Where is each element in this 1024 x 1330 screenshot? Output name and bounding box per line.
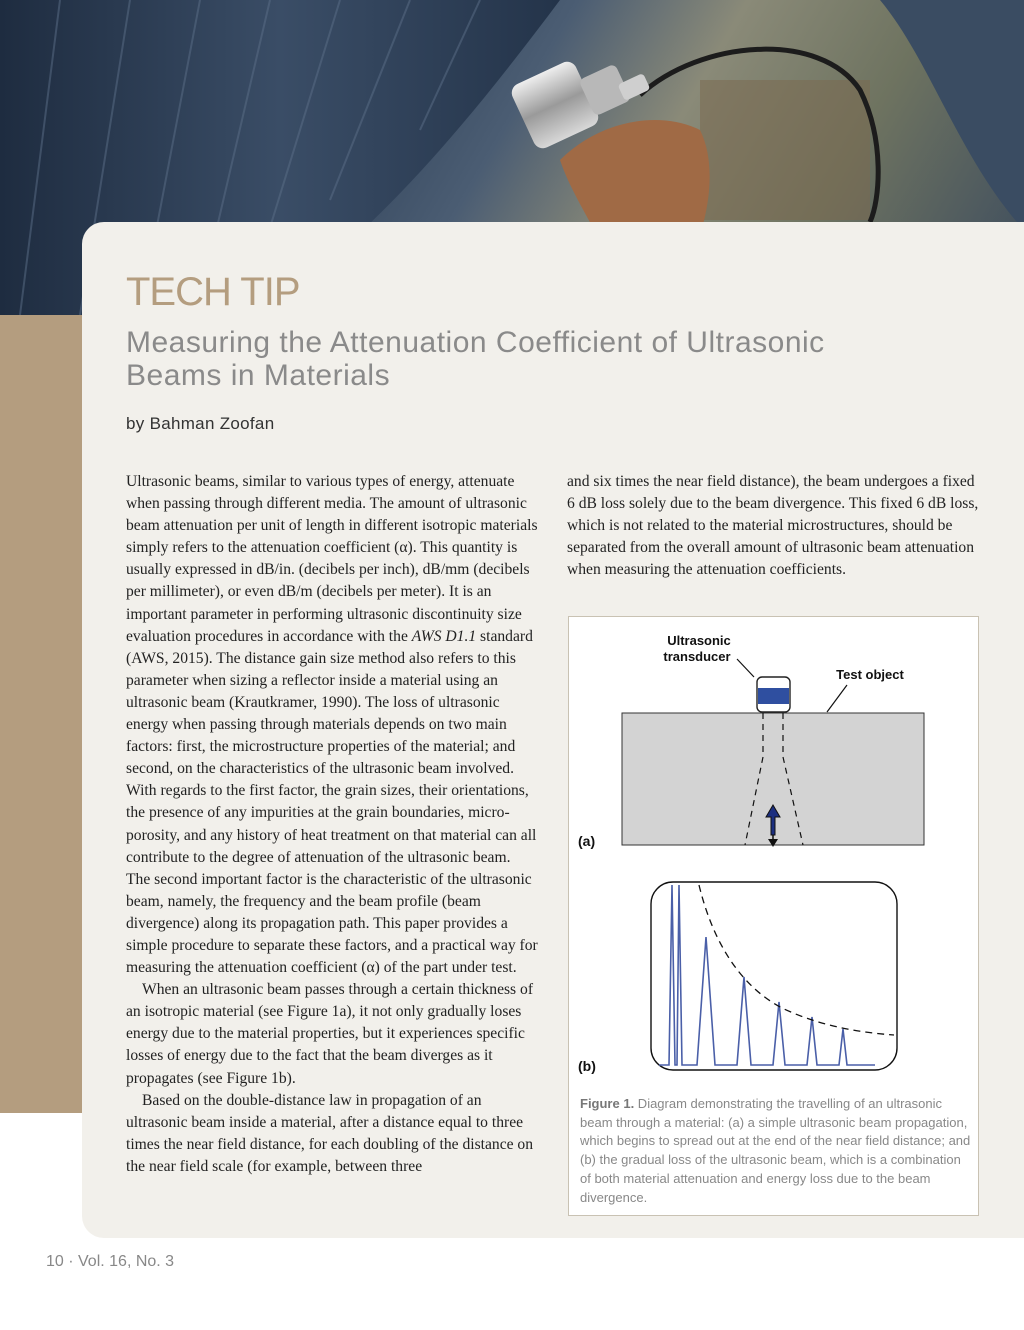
transducer-leader-line: [737, 659, 754, 677]
paragraph-1: [126, 471, 538, 979]
test-object-leader-line: [827, 685, 847, 712]
figure-1-diagram: [569, 617, 978, 1087]
caption-label: Figure 1.: [580, 1096, 635, 1111]
label-part-b: (b): [578, 1058, 596, 1074]
caption-text: Diagram demonstrating the travelling of an ultrasonic beam through a material: (a) a simple ultrasonic beam propagation, which begins to spread out at the end of the near field distance; and (b) the gradual loss of the ultrasonic beam, which is a combination of both material attenuation and energy loss due to the beam divergence.: [580, 1096, 971, 1205]
section-kicker: TECH TIP: [126, 270, 300, 314]
left-accent-band: [0, 315, 82, 1113]
figure-caption: [580, 1095, 972, 1207]
label-part-a: (a): [578, 833, 596, 849]
byline: by Bahman Zoofan: [126, 414, 275, 433]
transducer-element: [758, 688, 789, 704]
paragraph-4: and six times the near field distance), the beam undergoes a fixed 6 dB loss solely due to the beam divergence. This fixed 6 dB loss, which is not related to the material microstructures, should be separated from the overall amount of ultrasonic beam attenuation when measuring the attenuation coefficients.: [567, 473, 979, 579]
paragraph-3: Based on the double-distance law in propagation of an ultrasonic beam inside a material, after a distance equal to three times the near field distance, for each doubling of the distance on the near field scale (for example, between three: [126, 1091, 534, 1175]
a-scan-display: [651, 882, 897, 1070]
figure-1: [568, 616, 979, 1216]
label-transducer-line1: Ultrasonic: [667, 633, 731, 648]
body-column-2: [567, 471, 979, 581]
paragraph-1-text-a: Ultrasonic beams, similar to various types of energy, attenuate when passing through different media. The amount of ultrasonic beam attenuation per unit of length in different isotropic materials simply refers to the attenuation coefficient (α). This quantity is usually expressed in dB/in. (decibels per inch), dB/mm (decibels per millimeter), or even dB/m (decibels per meter). It is an important parameter in performing ultrasonic discontinuity size evaluation procedures in accordance with the: [126, 473, 538, 645]
label-transducer-line2: transducer: [663, 649, 731, 664]
body-column-1: [126, 471, 538, 1178]
paragraph-2: When an ultrasonic beam passes through a certain thickness of an isotropic material (see Figure 1a), it not only gradually loses energy due to the material properties, but it experiences specific losses of energy due to the fact that the beam diverges as it propagates (see Figure 1b).: [126, 981, 534, 1087]
article-title: Measuring the Attenuation Coefficient of Ultrasonic Beams in Materials: [126, 326, 825, 392]
label-test-object: Test object: [836, 667, 904, 682]
page-footer: 10 · Vol. 16, No. 3: [46, 1253, 175, 1270]
paragraph-1-text-b: standard (AWS, 2015). The distance gain size method also refers to this parameter when sizing a reflector inside a material using an ultrasonic beam (Krautkramer, 1990). The loss of ultrasonic energy when passing through materials depends on two main factors: first, the microstructure properties of the material; and second, on the characteristics of the ultrasonic beam involved. With regards to the first factor, the grain sizes, their orientations, the presence of any impurities at the grain boundaries, micro-porosity, and any history of heat treatment on that material can all contribute to the degree of attenuation of the ultrasonic beam. The second important factor is the characteristic of the ultrasonic beam, namely, the frequency and the beam profile (beam divergence) along its propagation path. This paper provides a simple procedure to separate these factors, and a practical way for measuring the attenuation coefficient (α) of the part under test.: [126, 627, 538, 977]
standard-citation: AWS D1.1: [411, 627, 477, 645]
